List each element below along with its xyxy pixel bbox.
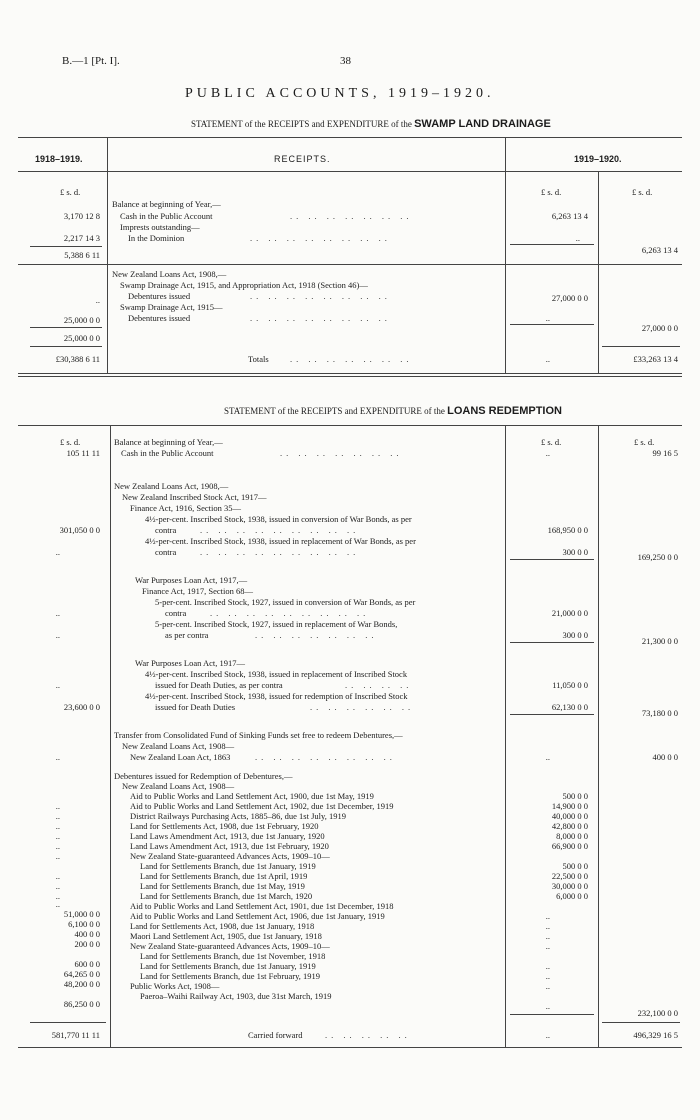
loans-mid-rule — [510, 1014, 594, 1015]
swamp-right-rule — [602, 346, 680, 347]
loans-line: New Zealand Loans Act, 1908— — [122, 741, 235, 751]
loans-left-value: .. — [55, 831, 60, 841]
loans-line: Debentures issued for Redemption of Debentures,— — [114, 771, 293, 781]
loans-balance-left: 105 11 11 — [66, 448, 100, 458]
swamp-left-total: £30,388 6 11 — [55, 354, 100, 364]
swamp-top-rule — [18, 137, 682, 138]
leader-dots: .. .. .. .. .. .. .. .. — [250, 233, 391, 243]
loans-line: contra — [165, 608, 187, 618]
loans-line: Aid to Public Works and Land Settlement Act, 1900, due 1st May, 1919 — [130, 791, 374, 801]
loans-left-value: 23,600 0 0 — [63, 702, 100, 712]
loans-unit-mid: £ s. d. — [541, 437, 562, 447]
doc-reference: B.—1 [Pt. I]. — [62, 55, 120, 67]
swamp-mid-value: .. — [545, 313, 550, 323]
loans-mid-rule — [510, 714, 594, 715]
loans-line: Finance Act, 1917, Section 68— — [142, 586, 253, 596]
swamp-line: Imprests outstanding— — [120, 222, 200, 232]
swamp-right-value: 6,263 13 4 — [641, 245, 678, 255]
loans-mid-value: .. — [545, 1030, 550, 1040]
swamp-right-total: £33,263 13 4 — [633, 354, 678, 364]
loans-line: New Zealand State-guaranteed Advances Acts, 1909–10— — [130, 851, 330, 861]
loans-balance-mid: .. — [545, 448, 550, 458]
loans-mid-value: 300 0 0 — [562, 630, 588, 640]
page-number: 38 — [340, 55, 351, 67]
loans-mid-value: .. — [545, 971, 550, 981]
loans-line: 5-per-cent. Inscribed Stock, 1927, issued in replacement of War Bonds, — [155, 619, 398, 629]
loans-right-value: 232,100 0 0 — [637, 1008, 678, 1018]
loans-mid-value: .. — [545, 911, 550, 921]
loans-mid-value: 62,130 0 0 — [551, 702, 588, 712]
loans-mid-value: 66,900 0 0 — [551, 841, 588, 851]
loans-line: Land for Settlements Act, 1908, due 1st January, 1918 — [130, 921, 315, 931]
loans-left-value: .. — [55, 821, 60, 831]
leader-dots: .. .. .. .. .. .. .. .. .. — [200, 547, 360, 557]
loans-line: District Railways Purchasing Acts, 1885–86, due 1st July, 1919 — [130, 811, 346, 821]
leader-dots: .. .. .. .. .. .. — [310, 702, 415, 712]
leader-dots: .. .. .. .. .. .. .. — [290, 211, 413, 221]
loans-line: Aid to Public Works and Land Settlement Act, 1901, due 1st December, 1918 — [130, 901, 394, 911]
loans-line: Balance at beginning of Year,— — [114, 437, 223, 447]
leader-dots: .. .. .. .. .. .. .. .. — [250, 313, 391, 323]
loans-line: Paeroa–Waihi Railway Act, 1903, due 31st March, 1919 — [140, 991, 332, 1001]
loans-line: Aid to Public Works and Land Settlement Act, 1902, due 1st December, 1919 — [130, 801, 394, 811]
loans-col-divider-3 — [598, 425, 599, 1047]
loans-line: as per contra — [165, 630, 209, 640]
swamp-mid-rule — [510, 324, 594, 325]
loans-mid-value: .. — [545, 752, 550, 762]
loans-left-value: 200 0 0 — [74, 939, 100, 949]
swamp-col-divider-3 — [598, 171, 599, 373]
loans-line: Land for Settlements Branch, due 1st November, 1918 — [140, 951, 326, 961]
loans-mid-value: 300 0 0 — [562, 547, 588, 557]
swamp-mid-value: 6,263 13 4 — [551, 211, 588, 221]
swamp-left-subtotal-rule — [30, 246, 102, 247]
leader-dots: .. .. .. .. .. .. .. — [280, 448, 403, 458]
loans-left-rule — [30, 1022, 106, 1023]
loans-mid-value: 42,800 0 0 — [551, 821, 588, 831]
loans-left-value: .. — [55, 891, 60, 901]
loans-left-value: .. — [55, 801, 60, 811]
loans-left-value: .. — [55, 811, 60, 821]
loans-left-value: 48,200 0 0 — [63, 979, 100, 989]
loans-unit-right: £ s. d. — [634, 437, 655, 447]
swamp-statement-bold: SWAMP LAND DRAINAGE — [414, 118, 551, 130]
swamp-left-rule — [30, 346, 102, 347]
loans-mid-rule — [510, 559, 594, 560]
loans-line: Maori Land Settlement Act, 1905, due 1st January, 1918 — [130, 931, 322, 941]
swamp-mid-value: 27,000 0 0 — [551, 293, 588, 303]
loans-mid-value: 500 0 0 — [562, 791, 588, 801]
loans-left-value: .. — [55, 608, 60, 618]
loans-left-value: .. — [55, 851, 60, 861]
swamp-line: New Zealand Loans Act, 1908,— — [112, 269, 227, 279]
leader-dots: .. .. .. .. .. .. .. — [255, 630, 378, 640]
loans-left-value: .. — [55, 899, 60, 909]
loans-col-divider-2 — [505, 425, 506, 1047]
loans-mid-value: 11,050 0 0 — [552, 680, 588, 690]
loans-mid-value: 6,000 0 0 — [556, 891, 588, 901]
swamp-line: Balance at beginning of Year,— — [112, 199, 221, 209]
loans-statement-bold: LOANS REDEMPTION — [447, 405, 562, 417]
loans-unit-left: £ s. d. — [60, 437, 81, 447]
loans-line: 4½-per-cent. Inscribed Stock, 1938, issued in replacement of Inscribed Stock — [145, 669, 408, 679]
loans-statement-prefix: STATEMENT of the RECEIPTS and EXPENDITURE of the — [224, 406, 445, 416]
loans-right-value: 169,250 0 0 — [637, 552, 678, 562]
loans-balance-right: 99 16 5 — [652, 448, 678, 458]
loans-left-value: 86,250 0 0 — [63, 999, 100, 1009]
swamp-mid-value: .. — [575, 233, 580, 243]
loans-mid-value: 168,950 0 0 — [547, 525, 588, 535]
loans-mid-value: .. — [545, 961, 550, 971]
loans-line: contra — [155, 547, 177, 557]
loans-line: Transfer from Consolidated Fund of Sinking Funds set free to redeem Debentures,— — [114, 730, 403, 740]
loans-mid-value: 14,900 0 0 — [551, 801, 588, 811]
leader-dots: .. .. .. .. .. .. .. .. .. — [210, 608, 370, 618]
loans-line: Land for Settlements Branch, due 1st May, 1919 — [140, 881, 305, 891]
loans-right-total: 496,329 16 5 — [633, 1030, 678, 1040]
swamp-col-divider-2 — [505, 137, 506, 373]
swamp-section-rule — [18, 264, 682, 265]
swamp-left-value: .. — [95, 295, 100, 305]
loans-line: Land for Settlements Branch, due 1st April, 1919 — [140, 871, 308, 881]
loans-top-rule — [18, 425, 682, 426]
loans-mid-value: .. — [545, 1001, 550, 1011]
loans-mid-value: 8,000 0 0 — [556, 831, 588, 841]
swamp-bottom-rule — [18, 373, 682, 374]
loans-left-value: .. — [55, 752, 60, 762]
loans-left-value: 51,000 0 0 — [63, 909, 100, 919]
swamp-statement-prefix: STATEMENT of the RECEIPTS and EXPENDITURE of the — [191, 119, 412, 129]
loans-right-value: 73,180 0 0 — [641, 708, 678, 718]
swamp-left-rule — [30, 327, 102, 328]
loans-line: Land Laws Amendment Act, 1913, due 1st February, 1920 — [130, 841, 329, 851]
loans-line: New Zealand Loans Act, 1908— — [122, 781, 235, 791]
swamp-unit-mid: £ s. d. — [541, 187, 562, 197]
loans-line: issued for Death Duties — [155, 702, 236, 712]
loans-line: New Zealand State-guaranteed Advances Acts, 1909–10— — [130, 941, 330, 951]
swamp-totals-label: Totals — [248, 354, 269, 364]
loans-line: Finance Act, 1916, Section 35— — [130, 503, 241, 513]
swamp-unit-left: £ s. d. — [60, 187, 81, 197]
loans-right-value: 21,300 0 0 — [641, 636, 678, 646]
swamp-mid-rule — [510, 244, 594, 245]
swamp-left-value: 25,000 0 0 — [63, 315, 100, 325]
loans-left-value: 6,100 0 0 — [68, 919, 100, 929]
leader-dots: .. .. .. .. .. .. .. .. — [250, 291, 391, 301]
swamp-unit-right: £ s. d. — [632, 187, 653, 197]
swamp-line: Swamp Drainage Act, 1915, and Appropriation Act, 1918 (Section 46)— — [120, 280, 368, 290]
loans-mid-value: .. — [545, 941, 550, 951]
loans-left-value: .. — [55, 881, 60, 891]
loans-mid-value: .. — [545, 981, 550, 991]
loans-line: New Zealand Loan Act, 1863 — [130, 752, 231, 762]
leader-dots: .. .. .. .. .. .. .. .. .. — [200, 525, 360, 535]
loans-line: War Purposes Loan Act, 1917— — [135, 658, 246, 668]
loans-mid-value: 30,000 0 0 — [551, 881, 588, 891]
loans-left-value: .. — [55, 680, 60, 690]
loans-left-value: .. — [55, 547, 60, 557]
loans-left-value: .. — [55, 841, 60, 851]
loans-line: 4½-per-cent. Inscribed Stock, 1938, issued in replacement of War Bonds, as per — [145, 536, 416, 546]
loans-line: Land for Settlements Branch, due 1st February, 1919 — [140, 971, 321, 981]
loans-line: issued for Death Duties, as per contra — [155, 680, 283, 690]
loans-line: Land for Settlements Act, 1908, due 1st February, 1920 — [130, 821, 319, 831]
loans-line: 4½-per-cent. Inscribed Stock, 1938, issued in conversion of War Bonds, as per — [145, 514, 412, 524]
loans-left-total: 581,770 11 11 — [51, 1030, 100, 1040]
swamp-line: Debentures issued — [128, 313, 191, 323]
loans-line: New Zealand Inscribed Stock Act, 1917— — [122, 492, 267, 502]
swamp-statement-heading — [191, 118, 551, 130]
loans-line: 5-per-cent. Inscribed Stock, 1927, issued in conversion of War Bonds, as per — [155, 597, 416, 607]
loans-col-divider-1 — [110, 425, 111, 1047]
loans-left-value: 64,265 0 0 — [63, 969, 100, 979]
swamp-left-value: 2,217 14 3 — [63, 233, 100, 243]
swamp-mid-value: .. — [545, 354, 550, 364]
loans-mid-value: 22,500 0 0 — [551, 871, 588, 881]
swamp-line: In the Dominion — [128, 233, 185, 243]
loans-line: New Zealand Loans Act, 1908,— — [114, 481, 229, 491]
loans-line: Land for Settlements Branch, due 1st March, 1920 — [140, 891, 313, 901]
loans-right-value: 400 0 0 — [652, 752, 678, 762]
loans-line: Aid to Public Works and Land Settlement Act, 1906, due 1st January, 1919 — [130, 911, 385, 921]
loans-mid-value: .. — [545, 921, 550, 931]
swamp-line: Cash in the Public Account — [120, 211, 213, 221]
loans-line: Cash in the Public Account — [121, 448, 214, 458]
leader-dots: .. .. .. .. — [345, 680, 413, 690]
swamp-line: Debentures issued — [128, 291, 191, 301]
loans-mid-value: 40,000 0 0 — [551, 811, 588, 821]
swamp-line: Swamp Drainage Act, 1915— — [120, 302, 223, 312]
swamp-bottom-rule-2 — [18, 376, 682, 377]
loans-mid-value: 21,000 0 0 — [551, 608, 588, 618]
swamp-col-divider-1 — [107, 137, 108, 373]
leader-dots: .. .. .. .. .. .. .. .. — [255, 752, 396, 762]
loans-right-rule — [602, 1022, 680, 1023]
loans-line: War Purposes Loan Act, 1917,— — [135, 575, 248, 585]
swamp-header-rule — [18, 171, 682, 172]
loans-line: Land for Settlements Branch, due 1st January, 1919 — [140, 861, 316, 871]
loans-line: contra — [155, 525, 177, 535]
loans-left-value: .. — [55, 871, 60, 881]
swamp-col-1919: 1919–1920. — [574, 154, 622, 164]
leader-dots: .. .. .. .. .. — [325, 1030, 411, 1040]
swamp-left-value: 5,388 6 11 — [64, 250, 100, 260]
loans-left-value: 400 0 0 — [74, 929, 100, 939]
swamp-col-1918: 1918–1919. — [35, 154, 83, 164]
loans-line: Public Works Act, 1908— — [130, 981, 220, 991]
swamp-left-value: 3,170 12 8 — [63, 211, 100, 221]
loans-carried-forward-label: Carried forward — [248, 1030, 303, 1040]
page-title: PUBLIC ACCOUNTS, 1919–1920. — [185, 86, 495, 101]
loans-bottom-rule — [18, 1047, 682, 1048]
loans-statement-heading — [224, 405, 562, 417]
swamp-col-receipts: RECEIPTS. — [274, 154, 331, 164]
loans-left-value: 301,050 0 0 — [59, 525, 100, 535]
loans-line: 4½-per-cent. Inscribed Stock, 1938, issued for redemption of Inscribed Stock — [145, 691, 408, 701]
swamp-right-value: 27,000 0 0 — [641, 323, 678, 333]
loans-left-value: .. — [55, 630, 60, 640]
loans-mid-value: 500 0 0 — [562, 861, 588, 871]
loans-left-value: 600 0 0 — [74, 959, 100, 969]
loans-mid-value: .. — [545, 931, 550, 941]
swamp-left-value: 25,000 0 0 — [63, 333, 100, 343]
loans-line: Land for Settlements Branch, due 1st January, 1919 — [140, 961, 316, 971]
loans-line: Land Laws Amendment Act, 1913, due 1st January, 1920 — [130, 831, 325, 841]
loans-mid-rule — [510, 642, 594, 643]
leader-dots: .. .. .. .. .. .. .. — [290, 354, 413, 364]
